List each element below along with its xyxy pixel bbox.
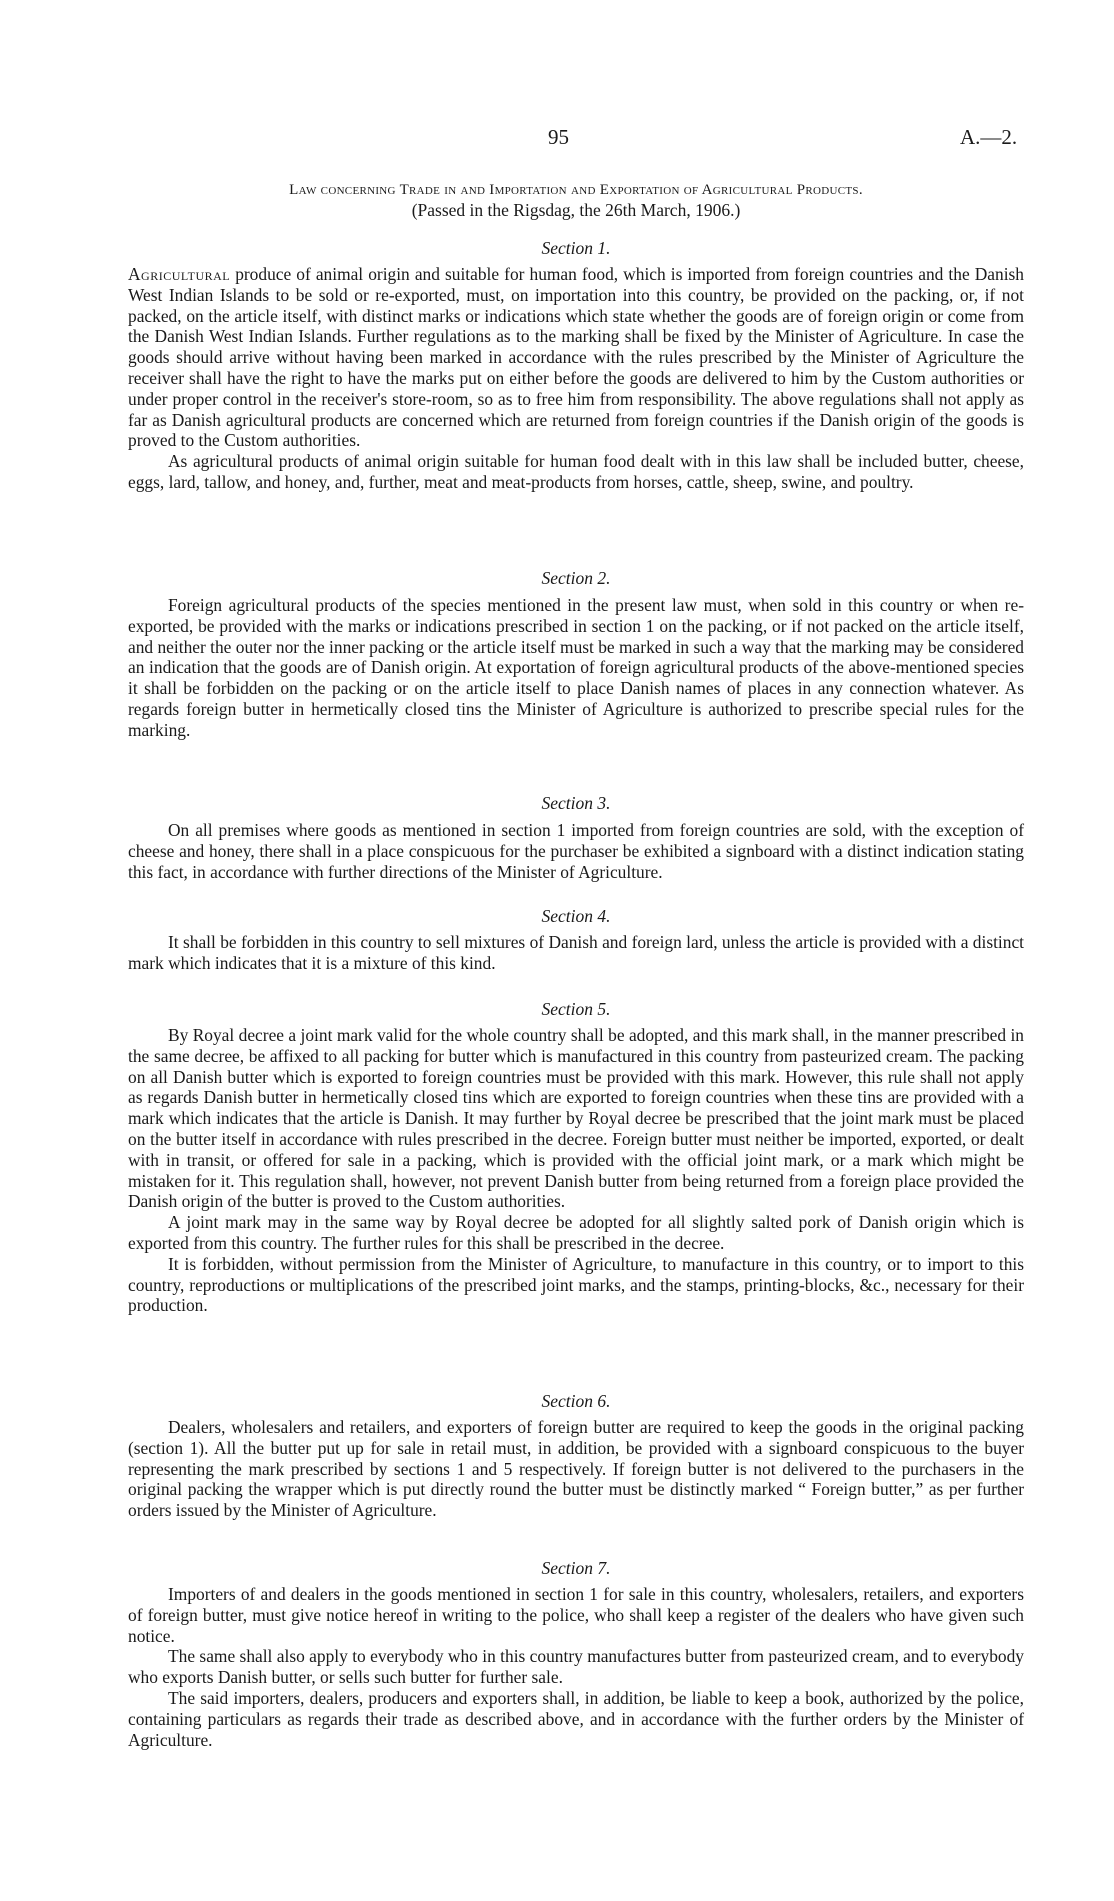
section-heading: Section 1.	[541, 238, 611, 258]
paragraph-text: produce of animal origin and suitable for human food, which is imported from foreign countries and the Danish West Indian Islands to be sold or re-exported, must, on importation into this country, be provided on the packing, or, if not packed, on the article itself, with distinct marks or indications which state whether the goods are of foreign origin or come from the Danish West Indian Islands. Further regulations as to the marking shall be fixed by the Minister of Agriculture. In case the goods should arrive without having been marked in accordance with the rules prescribed by the Minister of Agriculture the receiver shall have the right to have the marks put on either before the goods are delivered to him by the Custom authorities or under proper control in the receiver's store-room, so as to free him from responsibility. The above regulations shall not apply as far as Danish agricultural products are concerned which are returned from foreign countries if the Danish origin of the goods is proved to the Custom authorities.	[128, 264, 1024, 451]
section-body	[128, 932, 1024, 974]
section-heading: Section 5.	[541, 999, 611, 1019]
paragraph: Dealers, wholesalers and retailers, and exporters of foreign butter are required to keep the goods in the original packing (section 1). All the butter put up for sale in retail must, in addition, be provided with a signboard conspicuous to the buyer representing the mark prescribed by sections 1 and 5 respectively. If foreign butter is not delivered to the purchasers in the original packing the wrapper which is put directly round the butter must be distinctly marked “ Foreign butter,” as per further orders issued by the Minister of Agriculture.	[128, 1417, 1024, 1521]
section-body	[128, 595, 1024, 741]
paragraph: Foreign agricultural products of the species mentioned in the present law must, when sold in this country or when re-exported, be provided with the marks or indications prescribed in section 1 on the packing, or if not packed on the article itself, and neither the outer nor the inner packing or the article itself must be marked in such a way that the marking may be considered an indication that the goods are of Danish origin. At exportation of foreign agricultural products of the above-mentioned species it shall be forbidden on the packing or on the article itself to place Danish names of places in any connection whatever. As regards foreign butter in hermetically closed tins the Minister of Agriculture is authorized to prescribe special rules for the marking.	[128, 595, 1024, 740]
paragraph: The same shall also apply to everybody who in this country manufactures butter from pasteurized cream, and to everybody who exports Danish butter, or sells such butter for further sale.	[128, 1646, 1024, 1688]
section-heading: Section 7.	[541, 1558, 611, 1578]
paragraph: The said importers, dealers, producers and exporters shall, in addition, be liable to keep a book, authorized by the police, containing particulars as regards their trade as described above, and in accordance with the further orders by the Minister of Agriculture.	[128, 1687, 1024, 1750]
paragraph: It is forbidden, without permission from the Minister of Agriculture, to manufacture in this country, or to import to this country, reproductions or multiplications of the prescribed joint marks, and the stamps, printing-blocks, &c., necessary for their production.	[128, 1253, 1024, 1316]
paragraph	[128, 264, 1024, 451]
section-body	[128, 1417, 1024, 1521]
paragraph: By Royal decree a joint mark valid for the whole country shall be adopted, and this mark shall, in the manner prescribed in the same decree, be affixed to all packing for butter which is manufactured in this country from pasteurized cream. The packing on all Danish butter which is exported to foreign countries must be provided with this mark. However, this rule shall not apply as regards Danish butter in hermetically closed tins which are exported to foreign countries when these tins are provided with a mark which indicates that the article is Danish. It may further by Royal decree be prescribed that the joint mark must be placed on the butter itself in accordance with rules prescribed in the decree. Foreign butter must neither be imported, exported, or dealt with in transit, or offered for sale in a packing, which is provided with the official joint mark, or a mark which might be mistaken for it. This regulation shall, however, not prevent Danish butter from being returned from a foreign place provided the Danish origin of the butter is proved to the Custom authorities.	[128, 1025, 1024, 1212]
section-body	[128, 820, 1024, 882]
paragraph: On all premises where goods as mentioned in section 1 imported from foreign countries are sold, with the exception of cheese and honey, there shall in a place conspicuous for the purchaser be exhibited a signboard with a distinct indication stating this fact, in accordance with further directions of the Minister of Agriculture.	[128, 820, 1024, 882]
law-subtitle: (Passed in the Rigsdag, the 26th March, 1906.)	[411, 200, 741, 220]
section-heading: Section 3.	[541, 793, 611, 813]
section-heading: Section 2.	[541, 568, 611, 588]
section-body	[128, 1584, 1024, 1750]
section-body	[128, 264, 1024, 493]
section-heading: Section 4.	[541, 906, 611, 926]
page-reference: A.—2.	[960, 125, 1018, 149]
paragraph: As agricultural products of animal origin suitable for human food dealt with in this law shall be included butter, cheese, eggs, lard, tallow, and honey, and, further, meat and meat-products from horses, cattle, sheep, swine, and poultry.	[128, 451, 1024, 492]
paragraph: Importers of and dealers in the goods mentioned in section 1 for sale in this country, wholesalers, retailers, and exporters of foreign butter, must give notice hereof in writing to the police, who shall keep a register of the dealers who have given such notice.	[128, 1584, 1024, 1646]
section-heading: Section 6.	[541, 1391, 611, 1411]
section-body	[128, 1025, 1024, 1316]
law-title: Law concerning Trade in and Importation and Exportation of Agricultural Products.	[289, 182, 863, 198]
page-number: 95	[548, 125, 569, 149]
paragraph: It shall be forbidden in this country to sell mixtures of Danish and foreign lard, unless the article is provided with a distinct mark which indicates that it is a mixture of this kind.	[128, 932, 1024, 973]
paragraph: A joint mark may in the same way by Royal decree be adopted for all slightly salted pork of Danish origin which is exported from this country. The further rules for this shall be prescribed in the decree.	[128, 1212, 1024, 1253]
lead-word: Agricultural	[128, 264, 231, 284]
